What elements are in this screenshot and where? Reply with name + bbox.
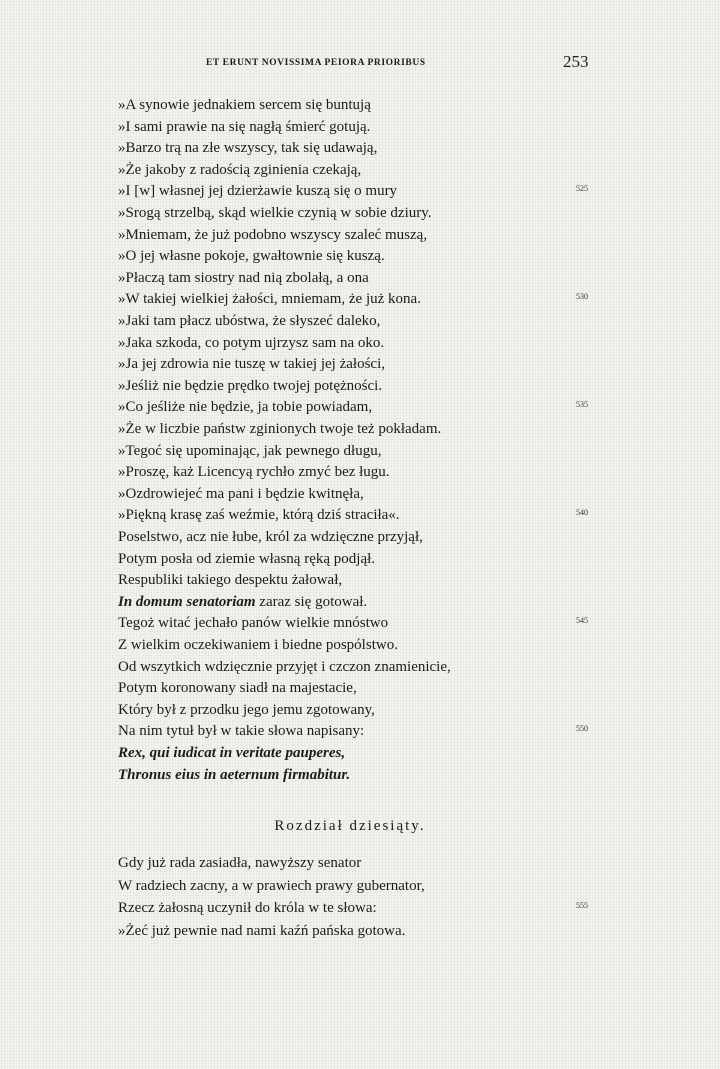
verse-text: »Jaka szkoda, co potym ujrzysz sam na oko. — [118, 334, 385, 351]
page-header — [0, 52, 720, 76]
verse-line — [118, 116, 578, 138]
verse-text: »Barzo trą na złe wszyscy, tak się udawają, — [118, 140, 378, 157]
verse-line — [118, 875, 578, 897]
verse-text: Potym koronowany siadł na majestacie, — [118, 680, 357, 697]
line-number: 545 — [576, 616, 588, 626]
verse-text: Rex, qui iudicat in veritate pauperes, — [118, 745, 346, 761]
verse-line — [118, 396, 578, 418]
verse-line — [118, 548, 578, 570]
verse-line — [118, 764, 578, 786]
verse-text: »Ozdrowiejeć ma pani i będzie kwitnęła, — [118, 485, 364, 502]
verse-text: Tegoż witać jechało panów wielkie mnóstwo — [118, 615, 389, 632]
verse-line — [118, 897, 578, 919]
verse-text: W radziech zacny, a w prawiech prawy gubernator, — [118, 877, 425, 894]
verse-line — [118, 137, 578, 159]
verse-line — [118, 202, 578, 224]
verse-text: »Mniemam, że już podobno wszyscy szaleć muszą, — [118, 226, 428, 243]
verse-text: »Piękną krasę zaś weźmie, którą dziś straciła«. — [118, 507, 400, 524]
verse-text: »O jej własne pokoje, gwałtownie się kuszą. — [118, 248, 385, 265]
verse-text: Który był z przodku jego jemu zgotowany, — [118, 701, 375, 718]
line-number: 540 — [576, 508, 588, 518]
verse-text: In domum senatoriam — [118, 593, 256, 610]
verse-text: Potym posła od ziemie własną ręką podjął. — [118, 550, 376, 567]
verse-text: Na nim tytuł był w takie słowa napisany: — [118, 723, 365, 740]
verse-line — [118, 504, 578, 526]
verse-text: »Że jakoby z radością zginienia czekają, — [118, 161, 362, 178]
verse-line — [118, 332, 578, 354]
verse-line — [118, 742, 578, 764]
verse-text: Respubliki takiego despektu żałował, — [118, 572, 343, 589]
verse-line — [118, 526, 578, 548]
verse-text: »I [w] własnej jej dzierżawie kuszą się o mury — [118, 183, 398, 200]
verse-line — [118, 852, 578, 874]
verse-line — [118, 569, 578, 591]
verse-text: »Ja jej zdrowia nie tuszę w takiej jej żałości, — [118, 356, 385, 373]
verse-text: Z wielkim oczekiwaniem i biedne pospólstwo. — [118, 637, 398, 653]
verse-text: »I sami prawie na się nagłą śmierć gotują. — [118, 118, 371, 135]
verse-line — [118, 94, 578, 116]
verse-text: »Jeśliż nie będzie prędko twojej potężności. — [118, 377, 383, 394]
verse-line — [118, 461, 578, 483]
verse-text: »Proszę, każ Licencyą rychło zmyć bez ługu. — [118, 464, 390, 481]
section-title: Rozdział dziesiąty. — [274, 818, 426, 834]
verse-text: Poselstwo, acz nie łube, król za wdzięczne przyjął, — [118, 529, 423, 545]
page-number: 253 — [563, 52, 589, 71]
verse-text: Thronus eius in aeternum firmabitur. — [118, 766, 351, 783]
running-head: ET ERUNT NOVISSIMA PEIORA PRIORIBUS — [206, 58, 426, 68]
verse-line — [118, 440, 578, 462]
verse-text: »Że w liczbie państw zginionych twoje też pokładam. — [118, 421, 442, 437]
verse-line — [118, 159, 578, 181]
verse-line — [118, 612, 578, 634]
verse-line — [118, 920, 578, 942]
line-number: 550 — [576, 724, 588, 734]
verse-line — [118, 634, 578, 656]
verse-text: »Srogą strzelbą, skąd wielkie czynią w sobie dziury. — [118, 205, 432, 221]
verse-line — [118, 180, 578, 202]
verse-line — [118, 353, 578, 375]
verse-line — [118, 224, 578, 246]
verse-text: »Jaki tam płacz ubóstwa, że słyszeć daleko, — [118, 313, 381, 329]
verse-line — [118, 656, 578, 678]
verse-line — [118, 591, 578, 613]
verse-line — [118, 418, 578, 440]
verse-line — [118, 483, 578, 505]
verse-line — [118, 720, 578, 742]
verse-text: Gdy już rada zasiadła, nawyższy senator — [118, 855, 362, 871]
verse-text: Od wszytkich wdzięcznie przyjęt i czczon znamienicie, — [118, 658, 451, 675]
verse-text: »Płaczą tam siostry nad nią zbolałą, a ona — [118, 269, 369, 286]
line-number: 555 — [576, 901, 588, 910]
line-number: 525 — [576, 184, 588, 194]
verse-line — [118, 288, 578, 310]
verse-line — [118, 677, 578, 699]
line-number: 535 — [576, 400, 588, 410]
verse-text: »Żeć już pewnie nad nami kaźń pańska gotowa. — [118, 922, 406, 939]
verse-text: »W takiej wielkiej żałości, mniemam, że już kona. — [118, 291, 421, 308]
verse-line — [118, 699, 578, 721]
verse-line — [118, 375, 578, 397]
verse-line — [118, 310, 578, 332]
verse-text-rest: zaraz się gotował. — [255, 593, 368, 610]
verse-line — [118, 245, 578, 267]
verse-text: »Co jeśliże nie będzie, ja tobie powiadam, — [118, 399, 373, 416]
verse-text: »Tegoć się upominając, jak pewnego długu, — [118, 442, 382, 459]
verse-text: »A synowie jednakiem sercem się buntują — [118, 97, 371, 113]
verse-line — [118, 267, 578, 289]
line-number: 530 — [576, 292, 588, 302]
verse-text: Rzecz żałosną uczynił do króla w te słowa: — [118, 900, 377, 916]
